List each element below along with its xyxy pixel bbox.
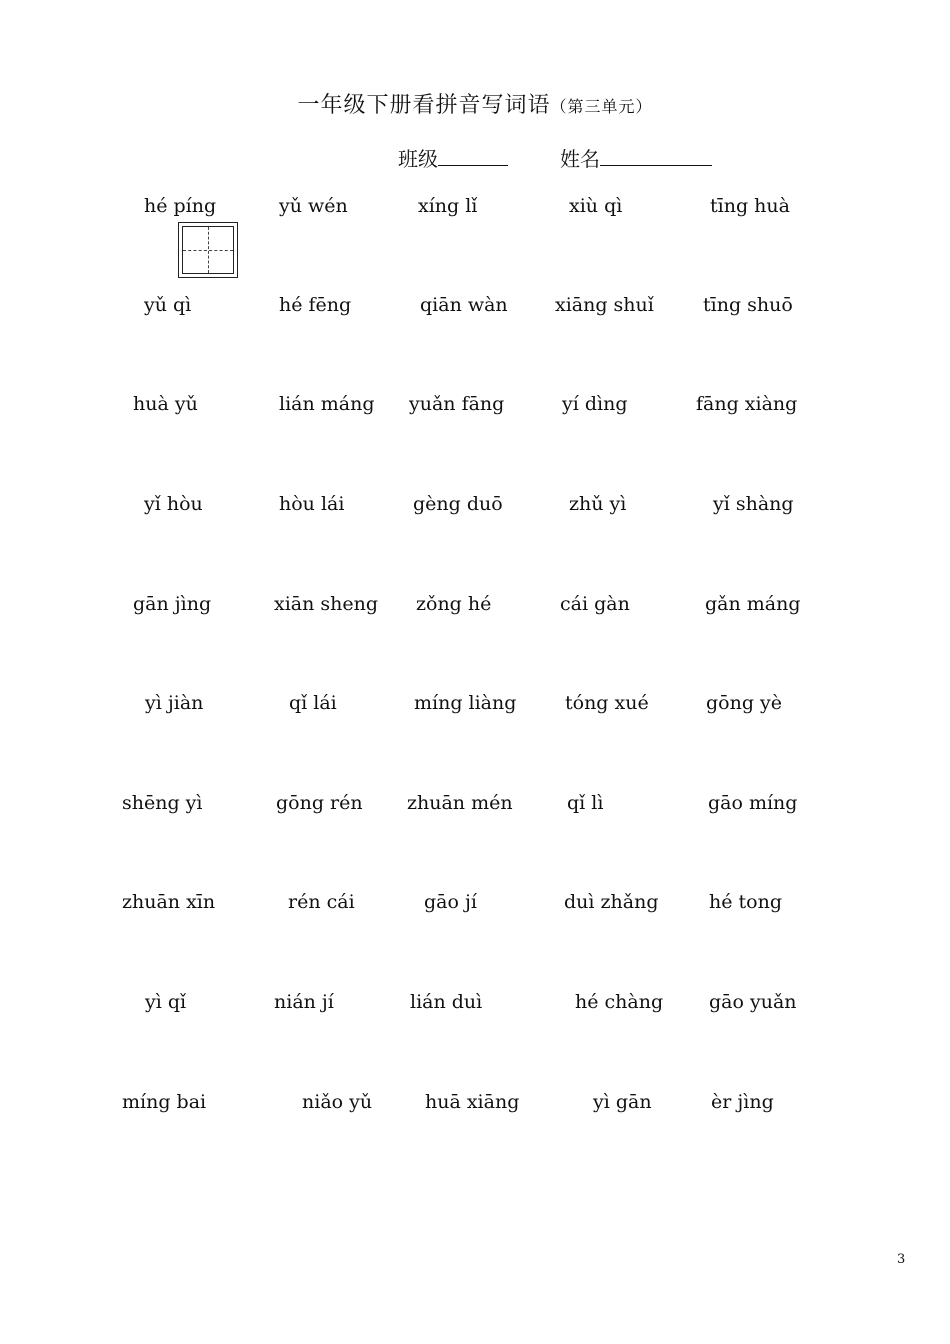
pinyin-word: yuǎn fāng: [409, 393, 505, 415]
pinyin-word: hé chàng: [575, 991, 664, 1013]
pinyin-word: cái gàn: [560, 593, 630, 615]
pinyin-word: zhǔ yì: [569, 493, 627, 515]
pinyin-word: tóng xué: [565, 692, 649, 714]
pinyin-word: duì zhǎng: [564, 891, 659, 913]
pinyin-word: gāo míng: [708, 792, 798, 814]
student-info: [398, 143, 712, 172]
pinyin-word: gèng duō: [413, 493, 503, 515]
pinyin-word: hòu lái: [279, 493, 345, 515]
title-unit: （第三单元）: [550, 97, 653, 116]
pinyin-word: nián jí: [274, 991, 334, 1013]
pinyin-word: gāo jí: [424, 891, 477, 913]
name-blank[interactable]: [600, 147, 712, 166]
pinyin-word: lián máng: [279, 393, 375, 415]
name-label: 姓名: [560, 147, 600, 171]
pinyin-word: shēng yì: [122, 792, 203, 814]
pinyin-word: gǎn máng: [705, 593, 801, 615]
pinyin-row: [0, 393, 950, 423]
pinyin-word: xiān sheng: [274, 593, 379, 615]
pinyin-word: yǔ wén: [279, 195, 348, 217]
pinyin-row: [0, 593, 950, 623]
pinyin-word: hé fēng: [279, 294, 352, 316]
pinyin-word: hé tong: [709, 891, 782, 913]
pinyin-row: [0, 1091, 950, 1121]
pinyin-word: gōng rén: [276, 792, 363, 814]
pinyin-word: huà yǔ: [133, 393, 198, 415]
pinyin-word: fāng xiàng: [696, 393, 798, 415]
class-label: 班级: [398, 147, 438, 171]
pinyin-row: [0, 891, 950, 921]
pinyin-word: qǐ lái: [289, 692, 337, 714]
pinyin-word: yǐ hòu: [144, 493, 203, 515]
pinyin-row: [0, 294, 950, 324]
class-blank[interactable]: [438, 147, 508, 166]
pinyin-word: qǐ lì: [567, 792, 604, 814]
pinyin-word: rén cái: [288, 891, 355, 913]
pinyin-word: lián duì: [410, 991, 483, 1013]
pinyin-word: qiān wàn: [420, 294, 508, 316]
pinyin-word: xíng lǐ: [418, 195, 478, 217]
pinyin-word: xiù qì: [569, 195, 623, 217]
pinyin-row: [0, 991, 950, 1021]
pinyin-word: gōng yè: [706, 692, 783, 714]
pinyin-word: yì jiàn: [145, 692, 204, 714]
pinyin-row: [0, 792, 950, 822]
pinyin-word: èr jìng: [711, 1091, 774, 1113]
pinyin-row: [0, 692, 950, 722]
pinyin-word: yì qǐ: [145, 991, 187, 1013]
pinyin-word: tīng shuō: [703, 294, 793, 316]
pinyin-word: yǐ shàng: [713, 493, 794, 515]
pinyin-word: gān jìng: [133, 593, 212, 615]
pinyin-word: míng bai: [122, 1091, 207, 1113]
writing-box[interactable]: [178, 222, 238, 278]
title-main: 一年级下册看拼音写词语: [297, 93, 551, 118]
pinyin-word: yì gān: [593, 1091, 652, 1113]
pinyin-word: niǎo yǔ: [302, 1091, 373, 1113]
pinyin-row: [0, 195, 950, 225]
pinyin-word: huā xiāng: [425, 1091, 520, 1113]
pinyin-word: zǒng hé: [416, 593, 492, 615]
pinyin-word: yí dìng: [562, 393, 628, 415]
pinyin-word: míng liàng: [414, 692, 517, 714]
page-number: 3: [897, 1252, 906, 1267]
pinyin-word: tīng huà: [710, 195, 790, 217]
page-title: [0, 88, 950, 119]
pinyin-word: xiāng shuǐ: [555, 294, 654, 316]
pinyin-word: gāo yuǎn: [709, 991, 797, 1013]
pinyin-word: zhuān mén: [407, 792, 513, 814]
pinyin-row: [0, 493, 950, 523]
pinyin-word: zhuān xīn: [122, 891, 216, 913]
pinyin-word: yǔ qì: [144, 294, 192, 316]
pinyin-word: hé píng: [144, 195, 217, 217]
